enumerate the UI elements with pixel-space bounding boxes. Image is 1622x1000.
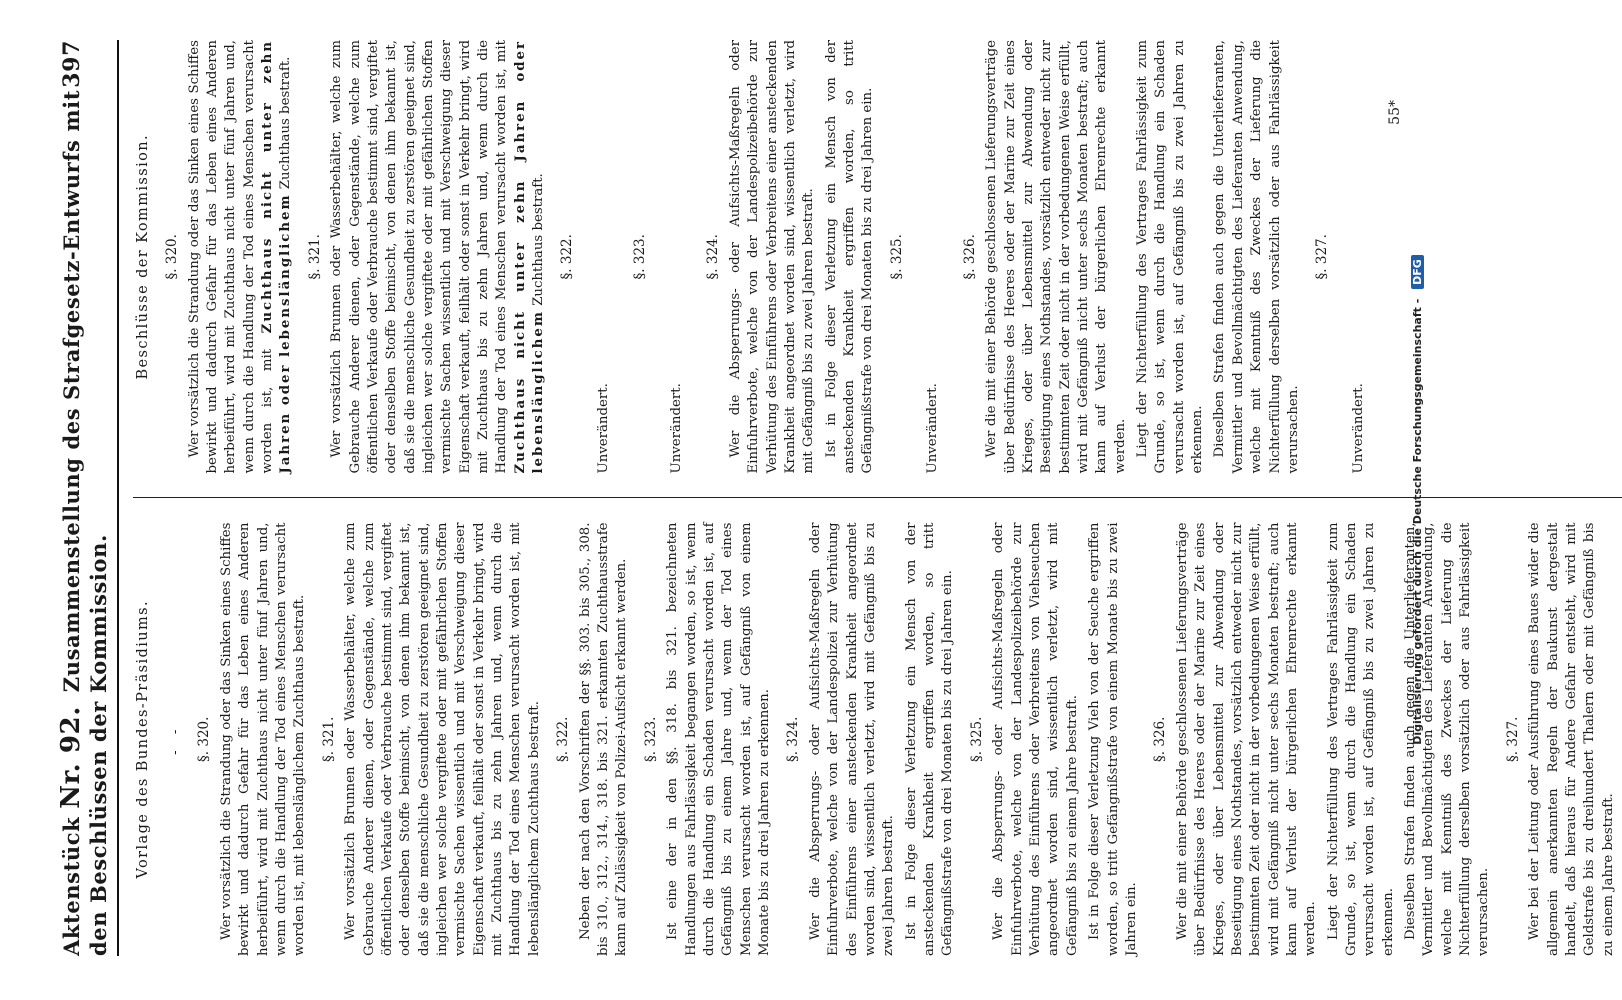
paragraph: Wer die Absperrungs- oder Aufsichts-Maßregeln oder Einfuhrverbote, welche von der Landespolizeibehörde zur Verhütung des Einführens oder Verbreitens von Viehseuchen angeordnet worden sind, wissentlich verletzt, wird mit Gefängniß bis zu einem Jahre bestraft.	[991, 522, 1080, 956]
spaced-emphasis: Zuchthaus nicht unter zehn Jahren oder lebenslänglichem	[260, 40, 294, 474]
digitization-stamp	[1411, 0, 1424, 1000]
paragraph: Dieselben Strafen finden auch gegen die Unterlieferanten, Vermittler und Bevollmächtigten des Lieferanten Anwendung, welche mit Kenntniß des Zweckes der Lieferung die Nichterfüllung derselben vorsätzlich oder aus Fahrlässigkeit verursachen.	[1402, 522, 1492, 956]
paragraph-text: Wer vorsätzlich die Strandung oder das Sinken eines Schiffes bewirkt und dadurch Gefahr für das Leben eines Anderen herbeiführt, wird mit Zuchthaus nicht unter fünf Jahren und, wenn durch die Handlung der Tod eines Menschen verursacht worden ist, mit	[186, 40, 275, 474]
section-heading: §. 322.	[555, 716, 572, 762]
paragraph	[186, 40, 296, 474]
section-heading: §. 326.	[961, 234, 978, 280]
paragraph: Wer bei der Leitung oder Ausführung eines Baues wider die allgemein anerkannten Regeln der Baukunst dergestalt handelt, daß hieraus für Andere Gefahr entsteht, wird mit Geldstrafe bis zu dreihundert Thalern oder mit Gefängniß bis zu einem Jahre bestraft.	[1527, 522, 1616, 956]
page-header	[56, 40, 119, 956]
paragraph-text: Zuchthaus bestraft.	[531, 173, 547, 306]
section-heading: §. 324.	[705, 234, 722, 280]
paragraph-text: Zuchthaus bestraft.	[278, 56, 294, 190]
paragraph: Wer vorsätzlich die Strandung oder das Sinken eines Schiffes bewirkt und dadurch Gefahr für das Leben eines Anderen herbeiführt, wird mit Zuchthaus nicht unter fünf Jahren und, wenn durch die Handlung der Tod eines Menschen verursacht worden ist, mit lebenslänglichem Zuchthaus bestraft.	[218, 522, 308, 956]
right-column	[133, 40, 1405, 474]
unchanged-note: Unverändert.	[596, 383, 612, 474]
section-heading: §. 325.	[888, 234, 905, 280]
section-heading: §. 323.	[642, 716, 659, 762]
right-column-heading: Beschlüsse der Kommission.	[135, 134, 151, 380]
paragraph: Ist in Folge dieser Verletzung ein Mensch von der ansteckenden Krankheit ergriffen worden, so tritt Gefängnißstrafe von drei Monaten bis zu drei Jahren ein.	[903, 522, 956, 956]
paragraph: Ist in Folge dieser Verletzung Vieh von der Seuche ergriffen worden, so tritt Gefängnißstrafe von einem Monate bis zu zwei Jahren ein.	[1087, 522, 1139, 956]
page-number: 397	[59, 40, 85, 88]
paragraph: Ist eine der in den §§. 318. bis 321. bezeichneten Handlungen aus Fahrlässigkeit begangen worden, so ist, wenn durch die Handlung ein Schaden verursacht worden ist, auf Gefängniß bis zu einem Jahre und, wenn der Tod eines Menschen verursacht worden ist, auf Gefängniß von einem Monate bis zu drei Jahren zu erkennen.	[665, 522, 773, 956]
paragraph-text: Wer vorsätzlich Brunnen oder Wasserbehälter, welche zum Gebrauche Anderer dienen, oder Gegenstände, welche zum öffentlichen Verkaufe oder Verbrauche bestimmt sind, vergiftet oder denselben Stoffe beimischt, von denen ihm bekannt ist, daß sie die menschliche Gesundheit zu zerstören geeignet sind, ingleichen wer solche vergiftete oder mit gefährlichen Stoffen vermischte Sachen wissentlich und mit Verschweigung dieser Eigenschaft verkauft, feilhält oder sonst in Verkehr bringt, wird mit Zuchthaus bis zu zehn Jahren und, wenn durch die Handlung der Tod eines Menschen verursacht worden ist, mit	[329, 40, 510, 474]
section-heading: §. 322.	[559, 234, 576, 280]
header-title: Zusammenstellung des Strafgesetz-Entwurfs mit den Beschlüssen der Kommission.	[59, 89, 111, 956]
unchanged-note: Unverändert.	[1350, 383, 1366, 474]
two-column-body	[133, 40, 1622, 956]
spaced-emphasis: Zuchthaus nicht unter zehn Jahren oder lebenslänglichem	[512, 40, 547, 474]
section-heading: §. 323.	[632, 234, 649, 280]
section-heading: §. 324.	[785, 716, 802, 762]
dfg-logo: DFG	[1411, 255, 1424, 289]
paragraph: Liegt der Nichterfüllung des Vertrages Fahrlässigkeit zum Grunde, so ist, wenn durch die Handlung ein Schaden verursacht worden ist, auf Gefängniß bis zu zwei Jahren zu erkennen.	[1135, 40, 1206, 474]
stamp-text: Digitalisierung gefördert durch die Deutsche Forschungsgemeinschaft -	[1411, 298, 1424, 745]
section-heading: §. 320.	[164, 234, 180, 280]
paragraph: Ist in Folge dieser Verletzung ein Mensch von der ansteckenden Krankheit ergriffen worden, so tritt Gefängnißstrafe von drei Monaten bis zu drei Jahren ein.	[823, 40, 876, 474]
signature-mark: 55*	[1387, 100, 1404, 125]
paragraph: Wer die Absperrungs- oder Aufsichts-Maßregeln oder Einfuhrverbote, welche von der Landespolizei zur Verhütung des Einführens einer ansteckenden Krankheit angeordnet worden sind, wissentlich verletzt, wird mit Gefängniß bis zu zwei Jahren bestraft.	[808, 522, 897, 956]
paragraph: Neben der nach den Vorschriften der §§. 303. bis 305., 308. bis 310., 312., 314., 318. bis 321. erkannten Zuchthausstrafe kann auf Zulässigkeit von Polizei-Aufsicht erkannt werden.	[577, 522, 630, 956]
section-heading: §. 327.	[1504, 716, 1521, 762]
unchanged-note: Unverändert.	[669, 383, 685, 474]
section-heading: §. 325.	[968, 716, 985, 762]
paragraph: Wer vorsätzlich Brunnen oder Wasserbehälter, welche zum Gebrauche Anderer dienen, oder Gegenstände, welche zum öffentlichen Verkaufe oder Verbrauche bestimmt sind, vergiftet oder denselben Stoffe beimischt, von denen ihm bekannt ist, daß sie die menschliche Gesundheit zu zerstören geeignet sind, ingleichen wer solche vergiftete oder mit gefährlichen Stoffen vermischte Sachen wissentlich und mit Verschweigung dieser Eigenschaft verkauft, feilhält oder sonst in Verkehr bringt, wird mit Zuchthaus bis zu zehn Jahren und, wenn durch die Handlung der Tod eines Menschen verursacht worden ist, mit lebenslänglichem Zuchthaus bestraft.	[343, 522, 542, 956]
paragraph	[328, 40, 548, 474]
header-title-block	[56, 88, 111, 956]
paragraph: Wer die mit einer Behörde geschlossenen Lieferungsverträge über Bedürfnisse des Heeres oder der Marine zur Zeit eines Krieges, oder über Lebensmittel zur Abwendung oder Beseitigung eines Nothstandes, vorsätzlich entweder nicht zur bestimmten Zeit oder nicht in der vorbedungenen Weise erfüllt, wird mit Gefängniß nicht unter sechs Monaten bestraft; auch kann auf Verlust der bürgerlichen Ehrenrechte erkannt werden.	[1174, 522, 1319, 956]
paragraph: Wer die mit einer Behörde geschlossenen Lieferungsverträge über Bedürfnisse des Heeres oder der Marine zur Zeit eines Krieges, oder über Lebensmittel zur Abwendung oder Beseitigung eines Nothstandes, vorsätzlich entweder nicht zur bestimmten Zeit oder nicht in der vorbedungenen Weise erfüllt, wird mit Gefängniß nicht unter sechs Monaten bestraft; auch kann auf Verlust der bürgerlichen Ehrenrechte erkannt werden.	[984, 40, 1128, 474]
left-column-heading: Vorlage des Bundes-Präsidiums.	[135, 600, 151, 879]
unchanged-note: Unverändert.	[925, 383, 941, 474]
section-heading: §. 327.	[1314, 234, 1331, 280]
paragraph: Wer die Absperrungs- oder Aufsichts-Maßregeln oder Einfuhrverbote, welche von der Landespolizeibehörde zur Verhütung des Einführens oder Verbreitens einer ansteckenden Krankheit angeordnet worden sind, wissentlich verletzt, wird mit Gefängniß bis zu zwei Jahren bestraft.	[728, 40, 817, 474]
paragraph: Liegt der Nichterfüllung des Vertrages Fahrlässigkeit zum Grunde, so ist, wenn durch die Handlung ein Schaden verursacht worden ist, auf Gefängniß bis zu zwei Jahren zu erkennen.	[1325, 522, 1396, 956]
section-heading: §. 321.	[320, 716, 337, 762]
dash-mark: - -	[168, 723, 183, 755]
left-column	[133, 523, 1622, 957]
header-number: Nr. 92.	[56, 706, 86, 809]
paragraph: Dieselben Strafen finden auch gegen die Unterlieferanten, Vermittler und Bevollmächtigten des Lieferanten Anwendung, welche mit Kenntniß des Zweckes der Lieferung die Nichterfüllung derselben vorsätzlich oder aus Fahrlässigkeit verursachen.	[1212, 40, 1301, 474]
header-prefix: Aktenstück	[59, 816, 84, 956]
column-divider	[133, 498, 1622, 499]
section-heading: §. 320.	[196, 716, 213, 762]
section-heading: §. 321.	[306, 234, 323, 280]
section-heading: §. 326.	[1152, 716, 1169, 762]
